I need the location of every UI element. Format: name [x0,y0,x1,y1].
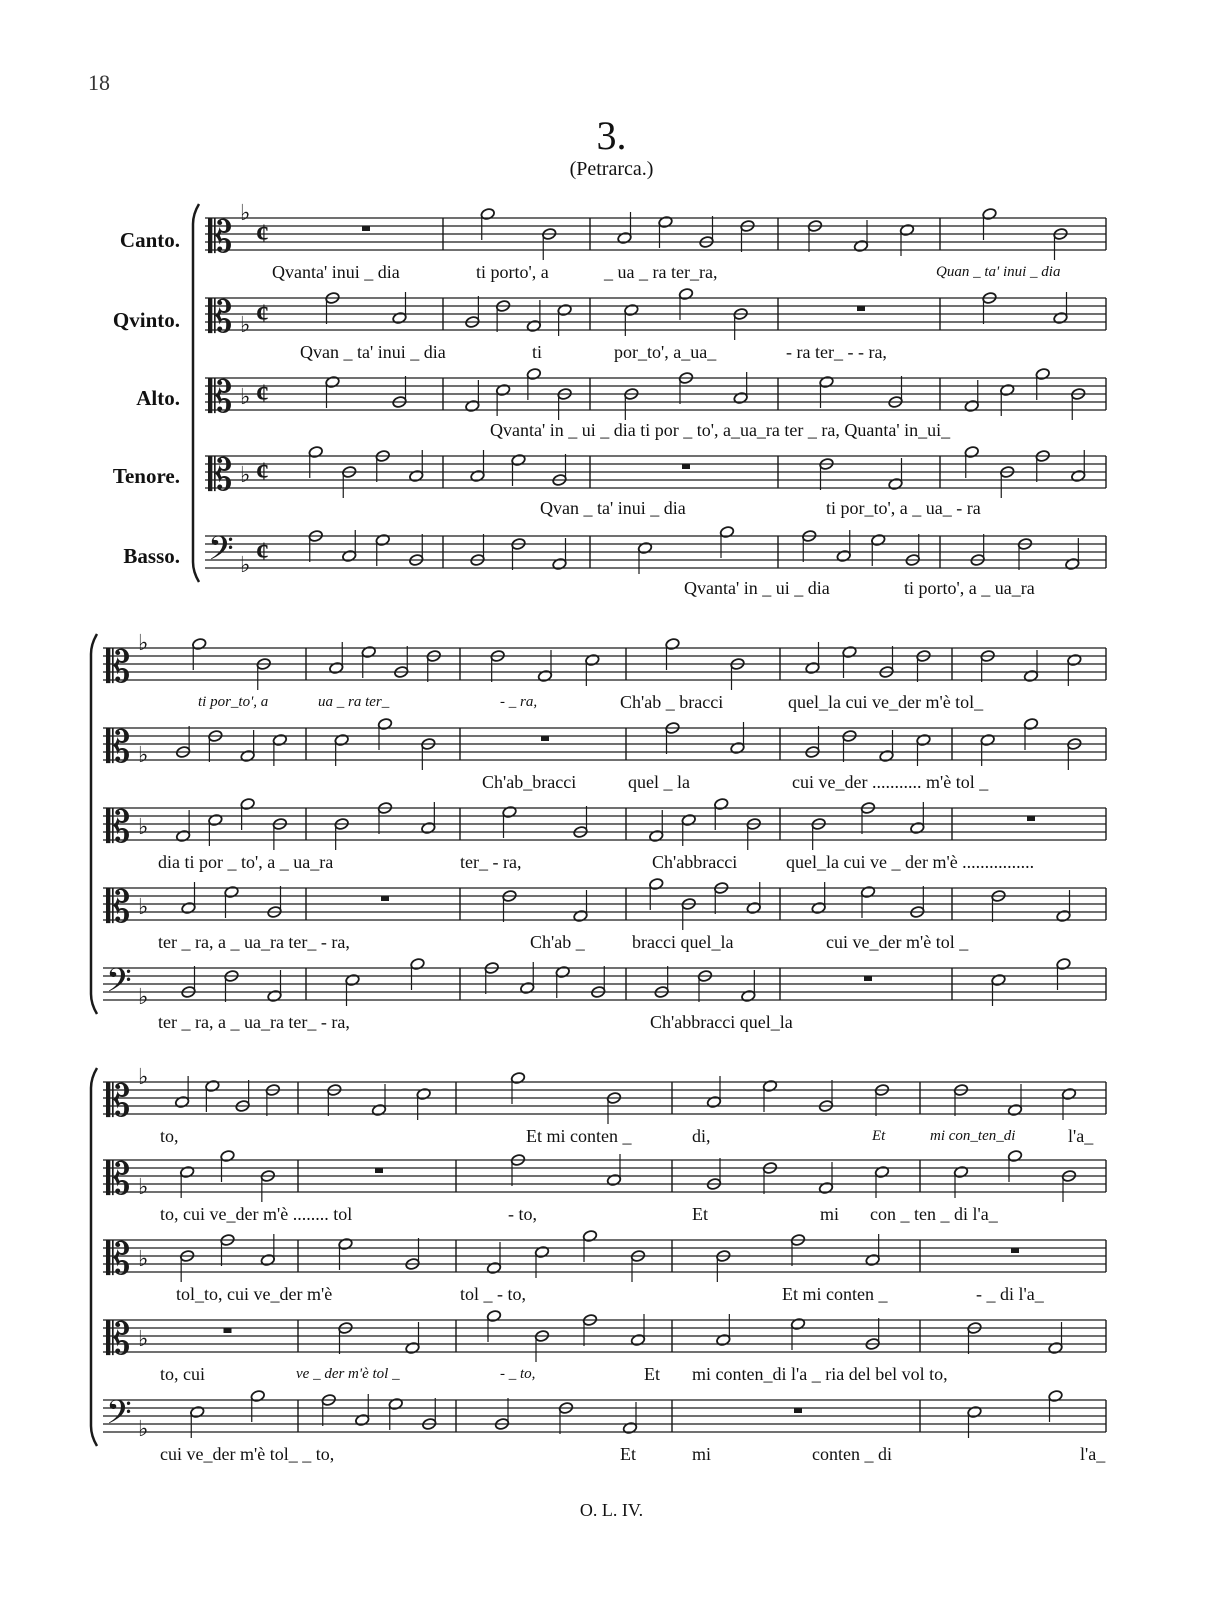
lyric-s2-canto-5: quel_la cui ve_der m'è tol_ [788,692,984,712]
flat-key-signature-icon: ♭ [240,462,251,487]
flat-key-signature-icon: ♭ [138,814,149,839]
bass-clef-icon: 𝄢 [106,1394,132,1440]
lyric-s1-canto-2: ti porto', a [476,262,549,282]
lyric-s1-qvinto-1: Qvan _ ta' inui _ dia [300,342,446,362]
rest-icon [1011,1248,1019,1253]
flat-key-signature-icon: ♭ [138,1246,149,1271]
system-2-bracket [91,634,97,1014]
lyric-s3-tenore-2: ve _ der m'è tol _ [296,1366,400,1382]
cut-time-icon: ¢ [256,379,269,408]
rest-icon [682,464,690,469]
rest-icon [224,1328,232,1333]
cut-time-icon: ¢ [256,219,269,248]
flat-key-signature-icon: ♭ [138,1064,149,1089]
alto-clef-icon: 𝄡 [106,642,131,693]
piece-number: 3. [596,113,627,158]
lyric-s3-canto-2: Et mi conten _ [526,1126,632,1146]
lyric-s2-alto-3: Ch'abbracci [652,852,738,872]
lyric-s3-tenore-3: - _ to, [500,1366,536,1382]
flat-key-signature-icon: ♭ [240,384,251,409]
alto-clef-icon: 𝄡 [106,722,131,773]
lyric-s3-qvinto-4: mi [820,1204,840,1224]
alto-clef-icon: 𝄡 [208,372,233,423]
lyric-s2-tenore-4: cui ve_der m'è tol _ [826,932,969,952]
cut-time-icon: ¢ [256,457,269,486]
voice-label-tenore: Tenore. [112,464,180,488]
voice-label-canto: Canto. [119,228,180,252]
lyric-s3-tenore-1: to, cui [160,1364,205,1384]
flat-key-signature-icon: ♭ [138,1174,149,1199]
lyric-s2-canto-1: ti por_to', a [198,694,269,710]
cut-time-icon: ¢ [256,299,269,328]
lyric-s1-basso-1: Qvanta' in _ ui _ dia [684,578,830,598]
rest-icon [864,976,872,981]
alto-clef-icon: 𝄡 [106,802,131,853]
lyric-s3-canto-5: mi con_ten_di [930,1128,1016,1144]
lyric-s3-alto-1: tol_to, cui ve_der m'è [176,1284,333,1304]
lyric-s3-basso-3: mi [692,1444,712,1464]
flat-key-signature-icon: ♭ [138,1416,149,1441]
lyric-s3-basso-1: cui ve_der m'è tol_ _ to, [160,1444,335,1464]
lyric-s3-alto-2: tol _ - to, [460,1284,526,1304]
rest-icon [1027,816,1035,821]
flat-key-signature-icon: ♭ [138,630,149,655]
lyric-s1-tenore-1: Qvan _ ta' inui _ dia [540,498,686,518]
lyric-s1-qvinto-2: ti [532,342,543,362]
lyric-s2-basso-2: Ch'abbracci quel_la [650,1012,793,1032]
lyric-s2-canto-3: - _ ra, [500,694,538,710]
alto-clef-icon: 𝄡 [208,292,233,343]
lyric-s2-alto-1: dia ti por _ to', a _ ua_ra [158,852,334,872]
voice-label-basso: Basso. [123,544,180,568]
lyric-s3-basso-5: l'a_ [1080,1444,1106,1464]
lyric-s3-qvinto-1: to, cui ve_der m'è ........ tol [160,1204,353,1224]
lyric-s1-canto-1: Qvanta' inui _ dia [272,262,400,282]
lyric-s2-basso-1: ter _ ra, a _ ua_ra ter_ - ra, [158,1012,350,1032]
lyric-s3-canto-6: l'a_ [1068,1126,1094,1146]
lyric-s2-tenore-2: Ch'ab _ [530,932,585,952]
system-3-bracket [91,1068,97,1446]
lyric-s1-canto-3: _ ua _ ra ter_ra, [604,262,718,282]
rest-icon [794,1408,802,1413]
rest-icon [541,736,549,741]
flat-key-signature-icon: ♭ [138,894,149,919]
lyric-s1-alto-1: Qvanta' in _ ui _ dia ti por _ to', a_ua_ra ter _ ra, Quanta' in_ui_ [490,420,951,440]
lyric-s3-alto-4: - _ di l'a_ [976,1284,1044,1304]
lyric-s3-alto-3: Et mi conten _ [782,1284,888,1304]
lyric-s2-qvinto-1: Ch'ab_bracci [482,772,577,792]
lyric-s3-canto-1: to, [160,1126,179,1146]
voice-label-qvinto: Qvinto. [112,308,180,332]
lyric-s2-canto-2: ua _ ra ter_ [318,694,390,710]
flat-key-signature-icon: ♭ [138,742,149,767]
rest-icon [381,896,389,901]
poet-attribution: (Petrarca.) [569,158,654,180]
lyric-s3-canto-4: Et [872,1128,886,1144]
lyric-s3-canto-3: di, [692,1126,711,1146]
flat-key-signature-icon: ♭ [138,1326,149,1351]
lyric-s2-qvinto-3: cui ve_der ........... m'è tol _ [792,772,989,792]
alto-clef-icon: 𝄡 [106,1234,131,1285]
lyric-s3-basso-4: conten _ di [812,1444,892,1464]
alto-clef-icon: 𝄡 [106,1076,131,1127]
lyric-s2-qvinto-2: quel _ la [628,772,690,792]
flat-key-signature-icon: ♭ [138,984,149,1009]
lyric-s3-qvinto-3: Et [692,1204,708,1224]
voice-label-alto: Alto. [136,386,180,410]
lyric-s1-tenore-2: ti por_to', a _ ua_ - ra [826,498,981,518]
rest-icon [375,1168,383,1173]
alto-clef-icon: 𝄡 [208,212,233,263]
cut-time-icon: ¢ [256,537,269,566]
rest-icon [362,226,370,231]
lyric-s3-tenore-4: Et [644,1364,660,1384]
lyric-s3-qvinto-5: con _ ten _ di l'a_ [870,1204,998,1224]
lyric-s2-tenore-1: ter _ ra, a _ ua_ra ter_ - ra, [158,932,350,952]
lyric-s1-basso-2: ti porto', a _ ua_ra [904,578,1035,598]
alto-clef-icon: 𝄡 [208,450,233,501]
lyric-s2-alto-4: quel_la cui ve _ der m'è ................ [786,852,1035,872]
lyric-s1-canto-4: Quan _ ta' inui _ dia [936,264,1061,280]
alto-clef-icon: 𝄡 [106,1154,131,1205]
rest-icon [857,306,865,311]
alto-clef-icon: 𝄡 [106,882,131,933]
lyric-s1-qvinto-3: por_to', a_ua_ [614,342,717,362]
lyric-s3-qvinto-2: - to, [508,1204,537,1224]
lyric-s3-basso-2: Et [620,1444,636,1464]
lyric-s2-canto-4: Ch'ab _ bracci [620,692,724,712]
alto-clef-icon: 𝄡 [106,1314,131,1365]
system-1-bracket [193,204,199,582]
lyric-s3-tenore-5: mi conten_di l'a _ ria del bel vol to, [692,1364,948,1384]
plate-number: O. L. IV. [579,1500,644,1520]
lyric-s1-qvinto-4: - ra ter_ - - ra, [786,342,887,362]
bass-clef-icon: 𝄢 [208,530,234,576]
flat-key-signature-icon: ♭ [240,552,251,577]
lyric-s2-tenore-3: bracci quel_la [632,932,734,952]
bass-clef-icon: 𝄢 [106,962,132,1008]
flat-key-signature-icon: ♭ [240,312,251,337]
page-number: 18 [88,70,110,95]
flat-key-signature-icon: ♭ [240,200,251,225]
lyric-s2-alto-2: ter_ - ra, [460,852,522,872]
